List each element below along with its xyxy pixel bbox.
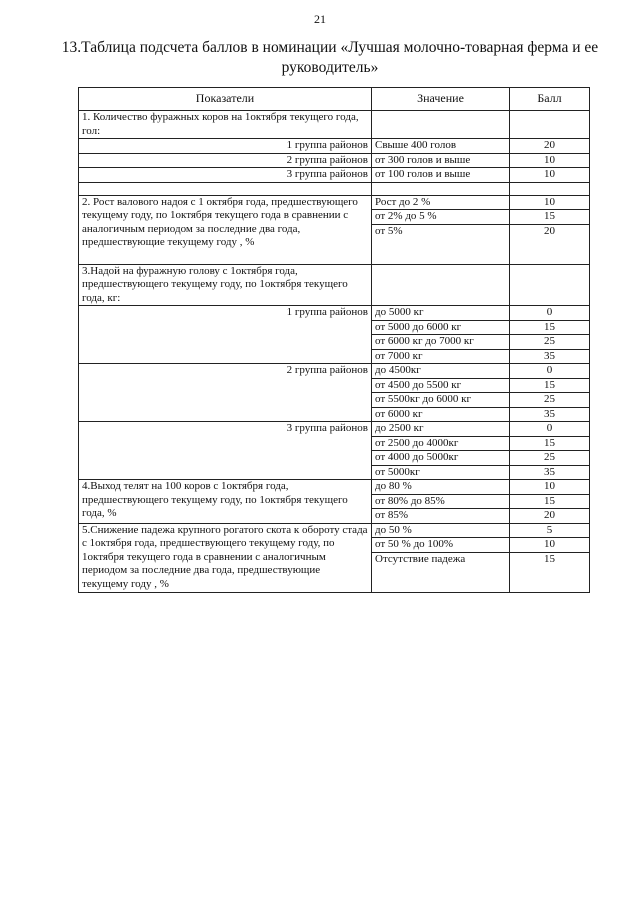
score-cell: 25 — [510, 335, 590, 350]
value-cell: Отсутствие падежа — [372, 552, 510, 592]
value-cell: от 5% — [372, 224, 510, 264]
score-cell: 15 — [510, 436, 590, 451]
score-cell: 15 — [510, 210, 590, 225]
table-row — [79, 139, 590, 154]
score-cell: 15 — [510, 552, 590, 592]
score-table — [78, 87, 590, 593]
score-cell: 35 — [510, 465, 590, 480]
value-cell: Свыше 400 голов — [372, 139, 510, 154]
score-cell: 20 — [510, 224, 590, 264]
table-row — [79, 195, 590, 210]
value-cell: до 50 % — [372, 523, 510, 538]
table-row — [79, 364, 590, 379]
header-row — [79, 88, 590, 111]
value-cell: от 6000 кг до 7000 кг — [372, 335, 510, 350]
score-cell: 35 — [510, 349, 590, 364]
value-cell: от 100 голов и выше — [372, 168, 510, 183]
group-label: 1 группа районов — [79, 306, 372, 364]
score-cell: 15 — [510, 494, 590, 509]
empty-cell — [372, 264, 510, 306]
table-row — [79, 422, 590, 437]
value-cell: от 5000кг — [372, 465, 510, 480]
group-label: 2 группа районов — [79, 364, 372, 422]
value-cell: от 4500 до 5500 кг — [372, 378, 510, 393]
empty-cell — [79, 182, 372, 195]
score-cell: 0 — [510, 364, 590, 379]
section-4-text: 4.Выход телят на 100 коров с 1октября года, предшествующего текущему году, по 1октября текущего года, % — [79, 480, 372, 524]
score-cell: 20 — [510, 139, 590, 154]
group-label: 3 группа районов — [79, 168, 372, 183]
table-row — [79, 523, 590, 538]
empty-cell — [372, 182, 510, 195]
section-3-row — [79, 264, 590, 306]
value-cell: до 5000 кг — [372, 306, 510, 321]
value-cell: от 85% — [372, 509, 510, 524]
score-cell: 10 — [510, 168, 590, 183]
value-cell: от 6000 кг — [372, 407, 510, 422]
blank-row — [79, 182, 590, 195]
header-score: Балл — [510, 88, 590, 111]
score-cell: 20 — [510, 509, 590, 524]
score-cell: 0 — [510, 422, 590, 437]
score-cell: 0 — [510, 306, 590, 321]
header-value: Значение — [372, 88, 510, 111]
value-cell: от 5500кг до 6000 кг — [372, 393, 510, 408]
section-2-text: 2. Рост валового надоя с 1 октября года, предшествующего текущему году, по 1октября текущего года в сравнении с аналогичным периодом за последние два года, предшествующие текущему году , % — [79, 195, 372, 264]
title-line-2: руководитель» — [281, 59, 379, 76]
score-cell: 10 — [510, 480, 590, 495]
value-cell: от 2% до 5 % — [372, 210, 510, 225]
score-cell: 25 — [510, 393, 590, 408]
value-cell: до 4500кг — [372, 364, 510, 379]
group-label: 3 группа районов — [79, 422, 372, 480]
value-cell: от 50 % до 100% — [372, 538, 510, 553]
score-cell: 15 — [510, 378, 590, 393]
table-row — [79, 306, 590, 321]
page-number: 21 — [314, 12, 326, 26]
section-3-text: 3.Надой на фуражную голову с 1октября года, предшествующего текущему году, по 1октября текущего года, кг: — [79, 264, 372, 306]
header-indicator: Показатели — [79, 88, 372, 111]
title-line-1: 13.Таблица подсчета баллов в номинации «Лучшая молочно-товарная ферма и ее — [61, 39, 599, 56]
score-cell: 5 — [510, 523, 590, 538]
table-row — [79, 153, 590, 168]
value-cell: от 300 голов и выше — [372, 153, 510, 168]
score-cell: 10 — [510, 538, 590, 553]
table-row — [79, 480, 590, 495]
group-label: 1 группа районов — [79, 139, 372, 154]
page-title — [60, 38, 600, 78]
section-5-text: 5.Снижение падежа крупного рогатого скота к обороту стада с 1октября года, предшествующего текущему году, по 1октября текущего года в сравнении с аналогичным периодом за последние два года, предшествующие текущему году , % — [79, 523, 372, 592]
value-cell: от 2500 до 4000кг — [372, 436, 510, 451]
table-row — [79, 168, 590, 183]
value-cell: до 2500 кг — [372, 422, 510, 437]
value-cell: от 80% до 85% — [372, 494, 510, 509]
score-cell: 35 — [510, 407, 590, 422]
value-cell: от 5000 до 6000 кг — [372, 320, 510, 335]
empty-cell — [510, 182, 590, 195]
section-1-row — [79, 111, 590, 139]
empty-cell — [510, 111, 590, 139]
score-cell: 10 — [510, 153, 590, 168]
score-cell: 15 — [510, 320, 590, 335]
section-1-text: 1. Количество фуражных коров на 1октября текущего года, гол: — [79, 111, 372, 139]
group-label: 2 группа районов — [79, 153, 372, 168]
value-cell: до 80 % — [372, 480, 510, 495]
value-cell: от 4000 до 5000кг — [372, 451, 510, 466]
empty-cell — [510, 264, 590, 306]
empty-cell — [372, 111, 510, 139]
score-cell: 25 — [510, 451, 590, 466]
value-cell: Рост до 2 % — [372, 195, 510, 210]
score-cell: 10 — [510, 195, 590, 210]
value-cell: от 7000 кг — [372, 349, 510, 364]
